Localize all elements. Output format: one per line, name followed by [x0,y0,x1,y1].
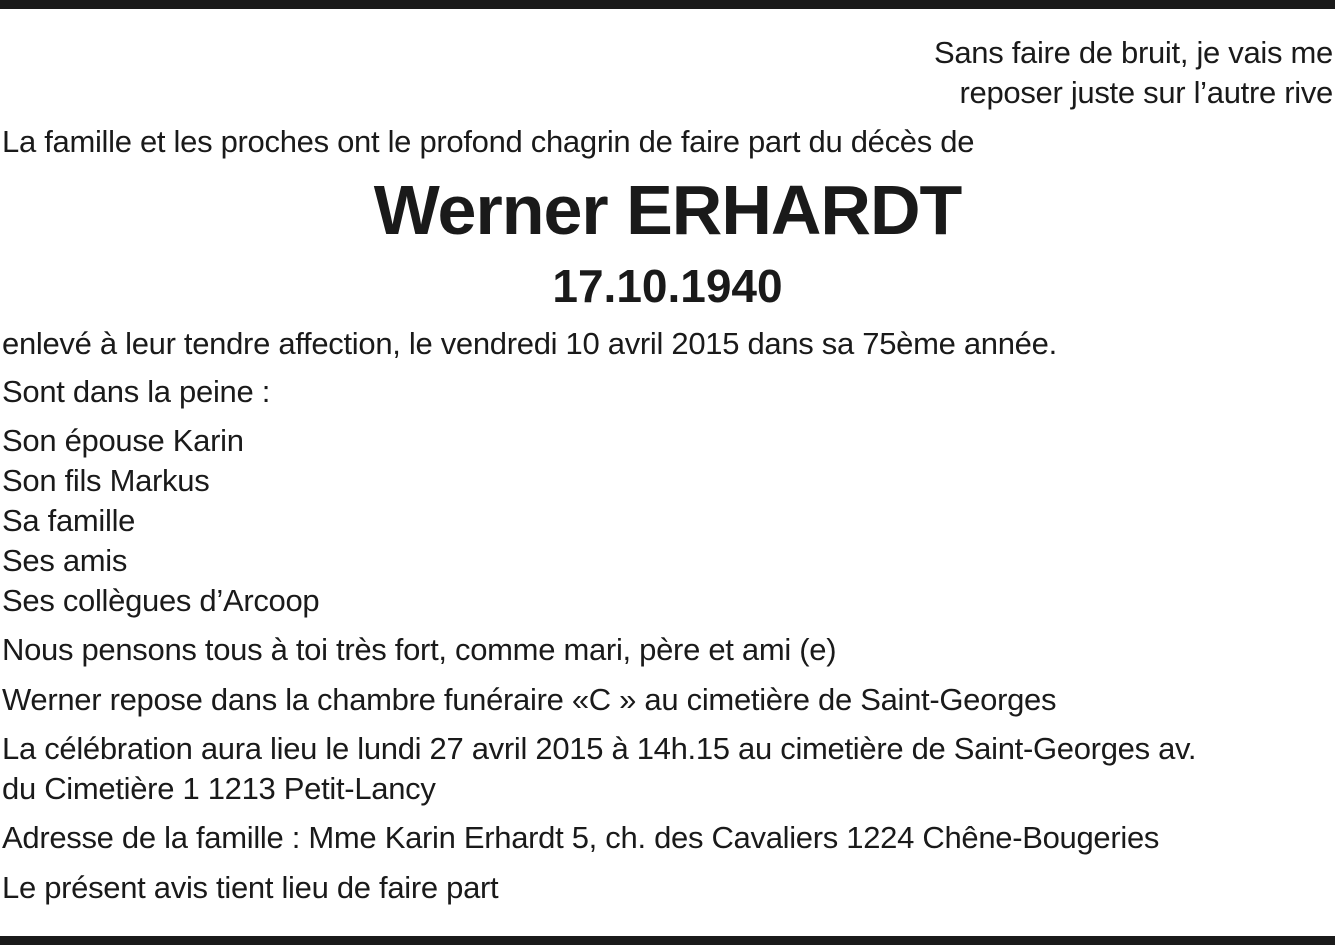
mourner-item: Sa famille [2,503,136,538]
announcement-text: La famille et les proches ont le profond chagrin de faire part du décès de [2,124,975,159]
mourner-item: Son épouse Karin [2,423,244,458]
ceremony-line-1: La célébration aura lieu le lundi 27 avril 2015 à 14h.15 au cimetière de Saint-Georges av. [2,731,1197,766]
resting-place-text: Werner repose dans la chambre funéraire «C » au cimetière de Saint-Georges [2,682,1057,717]
ceremony-details [2,729,1335,809]
top-border-rule [0,0,1335,9]
epigraph-line-2: reposer juste sur l’autre rive [959,75,1333,110]
mourner-item: Ses amis [2,543,128,578]
mourner-item: Ses collègues d’Arcoop [2,583,320,618]
tribute-text: Nous pensons tous à toi très fort, comme mari, père et ami (e) [2,632,837,667]
birth-date: 17.10.1940 [552,260,783,312]
bottom-border-rule [0,936,1335,945]
death-notice-text: enlevé à leur tendre affection, le vendredi 10 avril 2015 dans sa 75ème année. [2,326,1057,361]
closing-text: Le présent avis tient lieu de faire part [2,870,499,905]
epigraph [934,33,1333,113]
mourners-heading: Sont dans la peine : [2,374,271,409]
mourner-item: Son fils Markus [2,463,210,498]
family-address-text: Adresse de la famille : Mme Karin Erhardt 5, ch. des Cavaliers 1224 Chêne-Bougeries [2,820,1160,855]
ceremony-line-2: du Cimetière 1 1213 Petit-Lancy [2,771,436,806]
epigraph-line-1: Sans faire de bruit, je vais me [933,35,1333,70]
mourners-list [2,421,319,621]
deceased-name: Werner ERHARDT [373,171,962,249]
